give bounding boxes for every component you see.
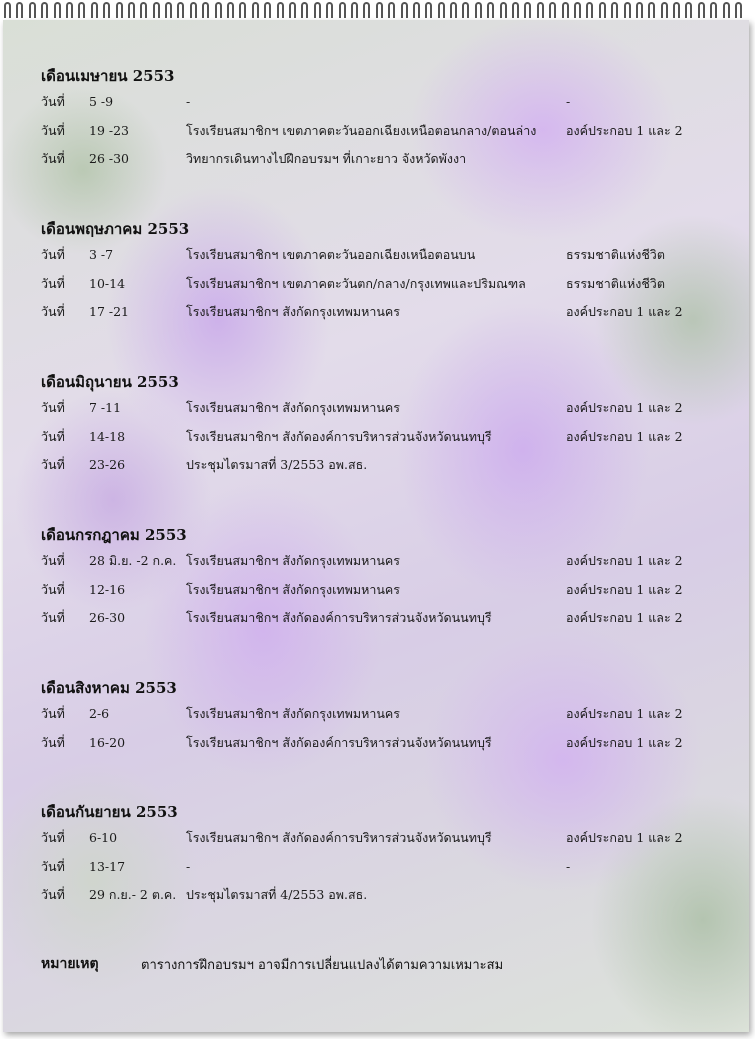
binding-ring — [562, 2, 569, 18]
row-date: 14-18 — [89, 428, 126, 444]
row-place: โรงเรียนสมาชิกฯ สังกัดกรุงเทพมหานคร — [186, 304, 400, 319]
row-label: วันที่ — [41, 151, 65, 166]
row-date: 10-14 — [89, 275, 126, 291]
row-date: 26 -30 — [89, 151, 130, 166]
row-place: โรงเรียนสมาชิกฯ สังกัดกรุงเทพมหานคร — [186, 400, 400, 415]
schedule-row — [41, 428, 683, 457]
month-heading: เดือนสิงหาคม 2553 — [41, 679, 177, 697]
row-label: วันที่ — [41, 706, 65, 721]
binding-ring — [153, 2, 160, 18]
month-section-august — [41, 678, 683, 762]
schedule-row — [41, 581, 683, 610]
month-heading: เดือนกรกฎาคม 2553 — [41, 526, 187, 544]
binding-ring — [673, 2, 680, 18]
binding-ring — [661, 2, 668, 18]
row-place: โรงเรียนสมาชิกฯ เขตภาคตะวันออกเฉียงเหนือตอนกลาง/ตอนล่าง — [186, 122, 537, 138]
row-component: องค์ประกอบ 1 และ 2 — [566, 553, 683, 568]
binding-ring — [376, 2, 383, 18]
row-place: โรงเรียนสมาชิกฯ สังกัดองค์การบริหารส่วนจังหวัดนนทบุรี — [186, 428, 492, 444]
binding-ring — [586, 2, 593, 18]
row-label: วันที่ — [41, 304, 65, 319]
binding-ring — [462, 2, 469, 18]
binding-ring — [78, 2, 85, 18]
binding-ring — [301, 2, 308, 18]
schedule-row — [41, 552, 683, 581]
month-heading: เดือนกันยายน 2553 — [41, 803, 178, 821]
schedule-row — [41, 705, 683, 734]
binding-ring — [351, 2, 358, 18]
binding-ring — [549, 2, 556, 18]
row-label: วันที่ — [41, 457, 65, 472]
row-place: โรงเรียนสมาชิกฯ สังกัดองค์การบริหารส่วนจังหวัดนนทบุรี — [186, 830, 492, 845]
schedule-row — [41, 886, 368, 915]
spiral-binding — [0, 0, 755, 22]
binding-ring — [475, 2, 482, 18]
binding-ring — [252, 2, 259, 18]
binding-ring — [636, 2, 643, 18]
binding-ring — [388, 2, 395, 18]
row-component: - — [566, 94, 571, 109]
row-date: 28 มิ.ย. -2 ก.ค. — [89, 553, 177, 568]
row-component: องค์ประกอบ 1 และ 2 — [566, 734, 683, 750]
binding-ring — [16, 2, 23, 18]
binding-ring — [624, 2, 631, 18]
binding-ring — [66, 2, 73, 18]
binding-ring — [363, 2, 370, 18]
binding-ring — [289, 2, 296, 18]
month-section-may — [41, 219, 683, 332]
row-place: โรงเรียนสมาชิกฯ สังกัดกรุงเทพมหานคร — [186, 553, 400, 568]
schedule-row — [41, 246, 665, 275]
row-place: วิทยากรเดินทางไปฝึกอบรมฯ ที่เกาะยาว จังหวัดพังงา — [186, 151, 467, 166]
binding-ring — [202, 2, 209, 18]
binding-ring — [723, 2, 730, 18]
binding-ring — [574, 2, 581, 18]
row-component: องค์ประกอบ 1 และ 2 — [566, 400, 683, 415]
row-date: 16-20 — [89, 734, 126, 750]
schedule-row — [41, 456, 368, 485]
binding-ring — [537, 2, 544, 18]
row-place: ประชุมไตรมาสที่ 4/2553 อพ.สธ. — [186, 887, 368, 902]
binding-ring — [413, 2, 420, 18]
row-label: วันที่ — [41, 428, 65, 444]
schedule-row — [41, 122, 683, 151]
binding-ring — [500, 2, 507, 18]
binding-ring — [339, 2, 346, 18]
row-place: ประชุมไตรมาสที่ 3/2553 อพ.สธ. — [186, 457, 368, 472]
binding-ring — [103, 2, 110, 18]
binding-ring — [190, 2, 197, 18]
row-date: 6-10 — [89, 830, 118, 845]
row-date: 3 -7 — [89, 247, 114, 262]
row-component: องค์ประกอบ 1 และ 2 — [566, 581, 683, 597]
schedule-row — [41, 93, 571, 122]
binding-ring — [239, 2, 246, 18]
binding-ring — [611, 2, 618, 18]
binding-ring — [116, 2, 123, 18]
schedule-row — [41, 829, 683, 858]
binding-ring — [177, 2, 184, 18]
binding-ring — [215, 2, 222, 18]
row-date: 7 -11 — [89, 400, 122, 415]
schedule-row — [41, 275, 665, 304]
month-heading: เดือนพฤษภาคม 2553 — [41, 220, 190, 238]
month-heading: เดือนมิถุนายน 2553 — [41, 373, 179, 391]
binding-ring — [450, 2, 457, 18]
binding-ring — [314, 2, 321, 18]
row-label: วันที่ — [41, 887, 65, 902]
row-date: 13-17 — [89, 858, 126, 874]
binding-ring — [91, 2, 98, 18]
binding-ring — [4, 2, 11, 18]
row-label: วันที่ — [41, 581, 65, 597]
month-section-september — [41, 802, 683, 915]
row-date: 29 ก.ย.- 2 ต.ค. — [89, 887, 177, 902]
row-place: โรงเรียนสมาชิกฯ สังกัดกรุงเทพมหานคร — [186, 581, 400, 597]
row-label: วันที่ — [41, 734, 65, 750]
binding-ring — [165, 2, 172, 18]
row-label: วันที่ — [41, 610, 65, 625]
row-component: องค์ประกอบ 1 และ 2 — [566, 428, 683, 444]
remark-text: ตารางการฝึกอบรมฯ อาจมีการเปลี่ยนแปลงได้ตามความเหมาะสม — [141, 958, 504, 973]
schedule-row — [41, 858, 571, 887]
row-component: องค์ประกอบ 1 และ 2 — [566, 610, 683, 625]
binding-ring — [128, 2, 135, 18]
schedule-row — [41, 303, 683, 332]
row-label: วันที่ — [41, 122, 65, 138]
row-place: โรงเรียนสมาชิกฯ สังกัดองค์การบริหารส่วนจังหวัดนนทบุรี — [186, 610, 492, 625]
binding-ring — [685, 2, 692, 18]
binding-ring — [698, 2, 705, 18]
binding-ring — [277, 2, 284, 18]
row-date: 17 -21 — [89, 304, 130, 319]
row-label: วันที่ — [41, 858, 65, 874]
row-label: วันที่ — [41, 247, 65, 262]
row-place: - — [186, 858, 191, 874]
row-component: ธรรมชาติแห่งชีวิต — [566, 247, 665, 262]
row-label: วันที่ — [41, 553, 65, 568]
binding-ring — [487, 2, 494, 18]
row-date: 23-26 — [89, 457, 126, 472]
row-place: โรงเรียนสมาชิกฯ สังกัดกรุงเทพมหานคร — [186, 706, 400, 721]
binding-ring — [326, 2, 333, 18]
binding-ring — [425, 2, 432, 18]
row-date: 26-30 — [89, 610, 126, 625]
row-place: โรงเรียนสมาชิกฯ สังกัดองค์การบริหารส่วนจังหวัดนนทบุรี — [186, 734, 492, 750]
binding-ring — [438, 2, 445, 18]
row-label: วันที่ — [41, 94, 65, 109]
month-section-april — [41, 66, 683, 179]
row-date: 5 -9 — [89, 94, 114, 109]
schedule-row — [41, 609, 683, 638]
row-component: - — [566, 858, 571, 874]
row-label: วันที่ — [41, 830, 65, 845]
month-section-june — [41, 372, 683, 485]
binding-ring — [41, 2, 48, 18]
row-label: วันที่ — [41, 275, 65, 291]
binding-ring — [710, 2, 717, 18]
row-component: ธรรมชาติแห่งชีวิต — [566, 275, 665, 291]
month-heading: เดือนเมษายน 2553 — [41, 67, 175, 85]
binding-ring — [735, 2, 742, 18]
schedule-row — [41, 399, 683, 428]
binding-ring — [29, 2, 36, 18]
remark-label: หมายเหตุ — [41, 956, 99, 972]
row-date: 19 -23 — [89, 122, 130, 138]
row-component: องค์ประกอบ 1 และ 2 — [566, 830, 683, 845]
row-date: 2-6 — [89, 706, 110, 721]
binding-ring — [648, 2, 655, 18]
schedule-row — [41, 734, 683, 763]
schedule-row — [41, 150, 467, 179]
row-date: 12-16 — [89, 581, 126, 597]
binding-ring — [140, 2, 147, 18]
row-place: โรงเรียนสมาชิกฯ เขตภาคตะวันตก/กลาง/กรุงเทพและปริมณฑล — [186, 275, 526, 291]
row-place: - — [186, 94, 191, 109]
binding-ring — [524, 2, 531, 18]
binding-ring — [227, 2, 234, 18]
row-component: องค์ประกอบ 1 และ 2 — [566, 706, 683, 721]
binding-ring — [401, 2, 408, 18]
binding-ring — [54, 2, 61, 18]
binding-ring — [599, 2, 606, 18]
month-section-july — [41, 525, 683, 638]
binding-ring — [264, 2, 271, 18]
row-component: องค์ประกอบ 1 และ 2 — [566, 122, 683, 138]
binding-ring — [512, 2, 519, 18]
row-place: โรงเรียนสมาชิกฯ เขตภาคตะวันออกเฉียงเหนือตอนบน — [186, 247, 476, 262]
schedule-page — [3, 20, 749, 1032]
row-label: วันที่ — [41, 400, 65, 415]
row-component: องค์ประกอบ 1 และ 2 — [566, 304, 683, 319]
